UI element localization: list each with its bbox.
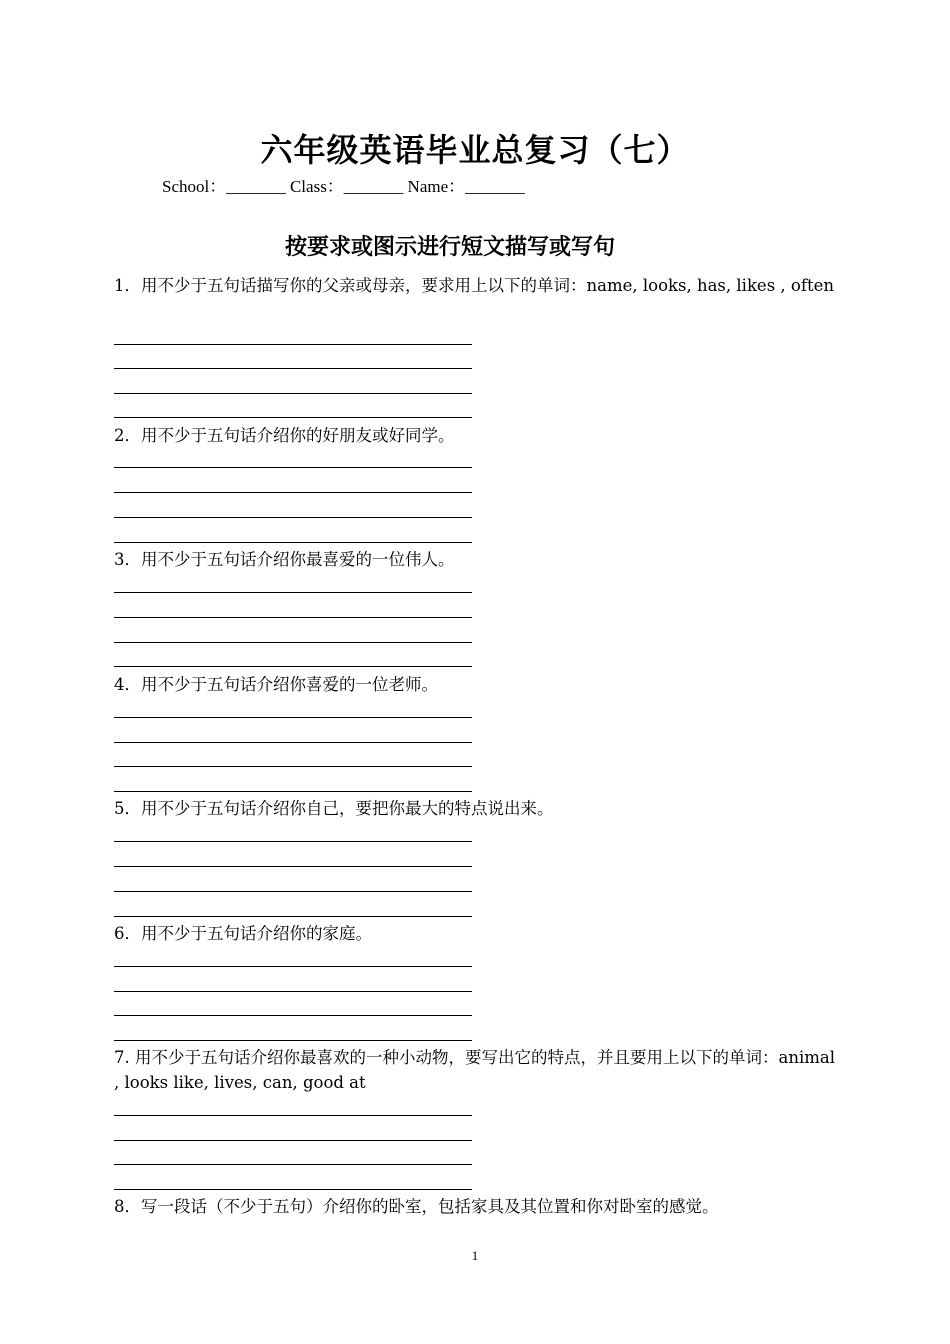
answer-line[interactable] [114, 592, 472, 593]
question-4: 4．用不少于五句话介绍你喜爱的一位老师。 [114, 675, 438, 694]
answer-line[interactable] [114, 916, 472, 917]
question-1: 1．用不少于五句话描写你的父亲或母亲，要求用上以下的单词：name, looks, has, likes , often [114, 276, 834, 295]
answer-line[interactable] [114, 841, 472, 842]
answer-line[interactable] [114, 1115, 472, 1116]
answer-line[interactable] [114, 1189, 472, 1190]
answer-line[interactable] [114, 393, 472, 394]
answer-line[interactable] [114, 1040, 472, 1041]
answer-line[interactable] [114, 717, 472, 718]
answer-line[interactable] [114, 517, 472, 518]
answer-line[interactable] [114, 492, 472, 493]
answer-line[interactable] [114, 766, 472, 767]
answer-line[interactable] [114, 666, 472, 667]
page-number: 1 [471, 1248, 479, 1263]
answer-line[interactable] [114, 891, 472, 892]
question-6: 6．用不少于五句话介绍你的家庭。 [114, 924, 372, 943]
answer-line[interactable] [114, 1015, 472, 1016]
page-title: 六年级英语毕业总复习（七） [260, 131, 690, 169]
answer-line[interactable] [114, 467, 472, 468]
answer-line[interactable] [114, 966, 472, 967]
answer-line[interactable] [114, 791, 472, 792]
question-3: 3．用不少于五句话介绍你最喜爱的一位伟人。 [114, 550, 455, 569]
answer-line[interactable] [114, 866, 472, 867]
answer-line[interactable] [114, 742, 472, 743]
student-info-line: School：_______ Class：_______ Name：_______ [162, 177, 525, 196]
answer-line[interactable] [114, 417, 472, 418]
answer-line[interactable] [114, 617, 472, 618]
answer-line[interactable] [114, 344, 472, 345]
answer-line[interactable] [114, 991, 472, 992]
question-2: 2．用不少于五句话介绍你的好朋友或好同学。 [114, 426, 455, 445]
question-5: 5．用不少于五句话介绍你自己，要把你最大的特点说出来。 [114, 799, 554, 818]
question-7: 7. 用不少于五句话介绍你最喜欢的一种小动物，要写出它的特点，并且要用上以下的单词：animal , looks like, lives, can, good at [114, 1048, 835, 1092]
section-title: 按要求或图示进行短文描写或写句 [284, 235, 615, 260]
answer-line[interactable] [114, 542, 472, 543]
answer-line[interactable] [114, 1140, 472, 1141]
answer-line[interactable] [114, 368, 472, 369]
question-8: 8．写一段话（不少于五句）介绍你的卧室，包括家具及其位置和你对卧室的感觉。 [114, 1197, 719, 1216]
answer-line[interactable] [114, 642, 472, 643]
answer-line[interactable] [114, 1164, 472, 1165]
